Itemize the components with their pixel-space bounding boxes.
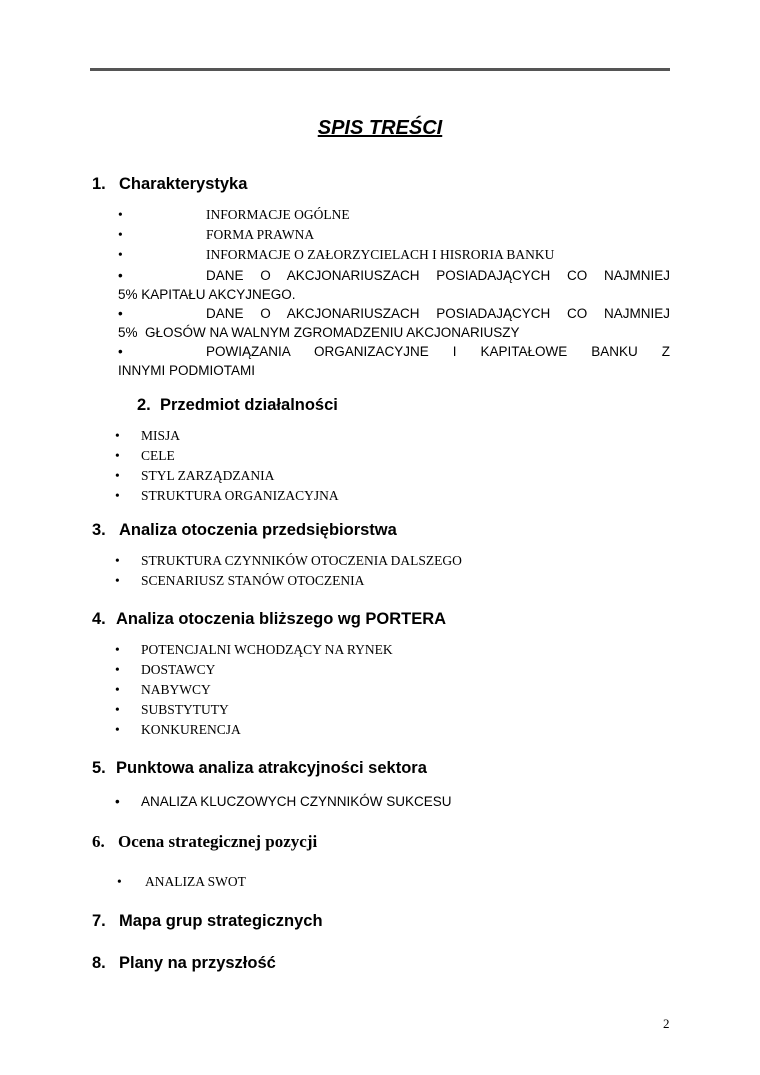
section-heading-7: 7. Mapa grup strategicznych [92,912,323,930]
list-item: • INFORMACJE O ZAŁORZYCIELACH I HISRORIA BANKU [118,247,555,262]
list-item: • FORMA PRAWNA [118,227,315,242]
list-item: • STYL ZARZĄDZANIA [115,468,275,483]
list-item: • STRUKTURA CZYNNIKÓW OTOCZENIA DALSZEGO [115,553,462,568]
list-item: • NABYWCY [115,682,211,697]
list-item: • CELE [115,448,175,463]
header-rule [90,68,670,71]
list-item: • DANE O AKCJONARIUSZACH POSIADAJĄCYCH CO NAJMNIEJ 5% GŁOSÓW NA WALNYM ZGROMADZENIU AKCJONARIUSZY [118,306,670,340]
list-item: • SCENARIUSZ STANÓW OTOCZENIA [115,573,365,588]
section-heading-6: 6. Ocena strategicznej pozycji [92,832,318,851]
list-item: • DANE O AKCJONARIUSZACH POSIADAJĄCYCH CO NAJMNIEJ 5% KAPITAŁU AKCYJNEGO. [118,268,670,302]
list-item: • MISJA [115,428,181,443]
section-heading-8: 8. Plany na przyszłość [92,954,276,972]
section-heading-5: 5. Punktowa analiza atrakcyjności sektora [92,759,427,777]
list-item: • ANALIZA KLUCZOWYCH CZYNNIKÓW SUKCESU [115,794,452,809]
list-item: • SUBSTYTUTY [115,702,229,717]
list-item: • KONKURENCJA [115,722,241,737]
page-title: SPIS TREŚCI [317,117,443,139]
section-heading-1: 1. Charakterystyka [92,175,248,193]
list-item: • INFORMACJE OGÓLNE [118,207,350,222]
list-item: • POTENCJALNI WCHODZĄCY NA RYNEK [115,642,393,657]
section-heading-3: 3. Analiza otoczenia przedsiębiorstwa [92,521,397,539]
page-number: 2 [663,1016,670,1031]
section-heading-4: 4. Analiza otoczenia bliższego wg PORTERA [92,610,447,628]
list-item: • STRUKTURA ORGANIZACYJNA [115,488,339,503]
list-item: • ANALIZA SWOT [117,874,246,889]
list-item: • POWIĄZANIA ORGANIZACYJNE I KAPITAŁOWE BANKU Z INNYMI PODMIOTAMI [118,344,670,378]
section-heading-2: 2. Przedmiot działalności [137,396,338,414]
list-item: • DOSTAWCY [115,662,216,677]
